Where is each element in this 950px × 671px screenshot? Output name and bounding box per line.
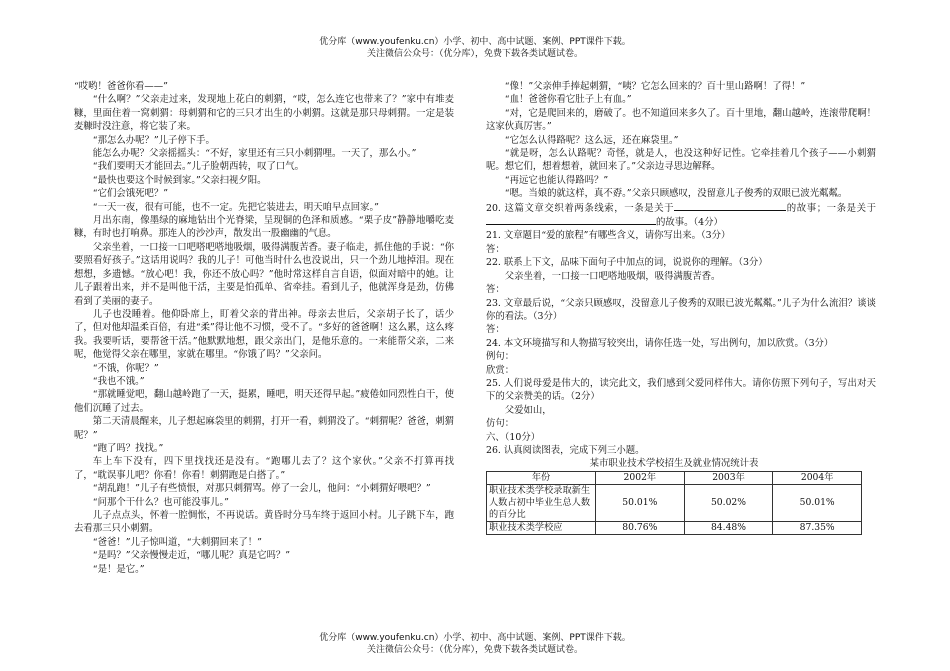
answer-label[interactable]: 答： (486, 284, 505, 296)
passage-paragraph: “它们会饿死吧？” (92, 188, 169, 200)
reading-passage-left-column (74, 80, 454, 576)
header-line-2: 关注微信公众号：（优分库），免费下载各类试题试卷。 (366, 49, 583, 59)
table-header-cell: 2002年 (596, 471, 685, 484)
table-cell: 84.48% (684, 521, 773, 534)
table-row (487, 484, 862, 521)
passage-paragraph: 父亲坐着，一口接一口吧嗒吧嗒地吸烟，吸得满腹苦香。妻子临走，抓住他的手说：“你要照看好孩子。”这话用说吗？我的儿子！可他当时什么也没说出，只一个劲儿地掉泪。现在想想，多遗憾。“放心吧！我，你还不放心吗？”他时常这样自言自语，似面对暗中的她。让儿子跟着出来，并不是叫他干活，主要是怕孤单、省牵挂。看到儿子，他就浑身是劲，仿佛看到了美丽的妻子。 (74, 241, 454, 307)
table-cell: 80.76% (596, 521, 685, 534)
passage-paragraph: “什么啊？”父亲走过来，发现地上花白的刺猬，“哎，怎么连它也带来了？”家中有堆麦糠，里面住着一窝刺猬：母刺猬和它的三只才出生的小刺猬。这就是那只母刺猬。一定是装麦糠时没注意，将它装了来。 (74, 94, 454, 133)
answer-label[interactable]: 答： (486, 324, 505, 336)
footer-banner (0, 632, 950, 656)
passage-paragraph: “不饿，你呢？” (92, 362, 159, 374)
question-23: 23. 文章最后说，“父亲只顾感叹，没留意儿子俊秀的双眼已波光粼粼。”儿子为什么流泪？谈谈你的看法。（3分） (486, 297, 876, 322)
passage-paragraph: “嗯。当娘的就这样，真不孬。”父亲只顾感叹，没留意儿子俊秀的双眼已波光粼粼。 (504, 188, 848, 200)
passage-paragraph: “我也不饿。” (92, 375, 145, 387)
passage-paragraph: “问那个干什么？也可能没事儿。” (92, 496, 229, 508)
footer-line-2: 关注微信公众号：（优分库），免费下载各类试题试卷。 (366, 645, 583, 655)
passage-paragraph: “哎哟！爸爸你看——” (74, 81, 168, 92)
table-cell: 50.02% (684, 484, 773, 521)
passage-paragraph: 车上车下没有，四下里找找还是没有。“跑哪儿去了？这个家伙。”父亲不打算再找了，“耽误事儿吧？你看！你看！刺猬跑是白搭了。” (74, 456, 454, 481)
passage-paragraph: “那怎么办呢？”儿子停下手。 (92, 134, 215, 146)
answer-label[interactable]: 答： (486, 243, 505, 255)
header-line-1: 优分库（www.youfenku.cn）小学、初中、高中试题、案例、PPT课件下载。 (319, 37, 631, 47)
passage-paragraph: “一天一夜，很有可能，也不一定。先把它装进去，明天咱早点回家。” (92, 201, 379, 213)
question-20-part-c: 的故事。（4分） (656, 217, 723, 229)
appreciation-label[interactable]: 欣赏： (486, 364, 515, 376)
passage-paragraph: “爸爸！”儿子惊叫道，“大刺猬回来了！” (92, 536, 262, 548)
passage-paragraph: “像！”父亲伸手捧起刺猬，“咦？它怎么回来的？百十里山路啊！了得！” (504, 81, 806, 92)
table-cell: 87.35% (773, 521, 862, 534)
question-22-quote: 父亲坐着，一口接一口吧嗒地吸烟，吸得满腹苦香。 (504, 270, 721, 282)
question-24: 24. 本文环境描写和人物描写较突出，请你任选一处，写出例句，加以欣赏。（3分） (486, 337, 834, 349)
passage-paragraph: “血！爸爸你看它肚子上有血。” (504, 94, 632, 106)
imitation-label[interactable]: 仿句： (486, 418, 515, 430)
table-row (487, 521, 862, 534)
passage-paragraph: “就是呀，怎么认路呢？奇怪，就是人，也没这种好记性。它牵挂着几个孩子——小刺猬呢。想它们，想着想着，就回来了。”父亲边寻思边解释。 (486, 148, 876, 173)
passage-paragraph: “它怎么认得路呢？这么远，还在麻袋里。” (504, 134, 679, 146)
table-header-cell: 年份 (487, 471, 596, 484)
question-20-part-a: 20. 这篇文章交织着两条线索，一条是关于 (486, 202, 675, 214)
passage-paragraph: “胡乱跑！”儿子有些愤恨，对那只刺猬骂。停了一会儿，他问：“小刺猬好喂吧？” (92, 483, 431, 495)
passage-paragraph: “跑了吗？找找。” (92, 442, 164, 454)
passage-paragraph: 月出东南，像墨绿的麻地钻出个光脊梁，呈现铜的色泽和质感。“栗子皮”静静地嚼吃麦糠，有时也打响鼻。那连人的沙沙声，散发出一股幽幽的气息。 (74, 215, 454, 240)
question-25-sample: 父爱如山， (504, 404, 552, 416)
table-row-label: 职业技术类学校应 (487, 521, 596, 534)
table-cell: 50.01% (596, 484, 685, 521)
table-row-label: 职业技术类学校录取新生人数占初中毕业生总人数的百分比 (487, 484, 596, 521)
passage-paragraph: 儿子点点头，怀着一腔惆怅，不再说话。黄昏时分马车终于返回小村。儿子跳下车，跑去看那三只小刺猬。 (74, 510, 454, 535)
section-six-heading: 六、（10分） (486, 431, 541, 443)
question-20-part-b: 的故事；一条是关于 (786, 202, 876, 214)
table-header-cell: 2004年 (773, 471, 862, 484)
passage-paragraph: 第二天清晨醒来，儿子想起麻袋里的刺猬，打开一看，刺猬没了。“刺猬呢？爸爸，刺猬呢？” (74, 416, 454, 441)
question-20 (486, 201, 876, 230)
question-25: 25. 人们说母爱是伟大的，读完此文，我们感到父爱同样伟大。请你仿照下列句子，写出对天下的父亲赞美的话。（2分） (486, 377, 876, 403)
question-22: 22. 联系上下文，品味下面句子中加点的词，说说你的理解。（3分） (486, 257, 768, 269)
passage-paragraph: 儿子也没睡着。他仰卧席上，盯着父亲的背出神。母亲去世后，父亲胡子长了，话少了，但对他却温柔百倍，有进“柔”得让他不习惯，受不了。“多好的爸爸啊！这么累，这么疼我。我要听话，要帮爸干活。”他默默地想，跟父亲出门，是他乐意的。一来能帮父亲，二来呢，他觉得父亲在哪里，家就在哪里。“你饿了吗？”父亲问。 (74, 308, 455, 361)
passage-paragraph: “是吗？”父亲慢慢走近，“哪儿呢？真是它吗？” (92, 550, 291, 562)
passage-paragraph: “是！是它。” (92, 563, 145, 575)
question-21: 21. 文章题目“爱的旅程”有哪些含义，请你写出来。（3分） (486, 230, 731, 242)
question-26: 26. 认真阅读图表，完成下列三小题。 (486, 444, 645, 456)
passage-paragraph: “对，它是爬回来的，磨破了。也不知道回来多久了。百十里地，翻山越岭，连滚带爬啊！这家伙真厉害。” (486, 107, 876, 133)
table-header-row (487, 471, 862, 484)
questions-right-column (486, 80, 876, 535)
statistics-table (486, 471, 862, 535)
passage-paragraph: “我们要明天才能回去。”儿子脸朝西转，叹了口气。 (92, 161, 304, 173)
table-cell: 50.01% (773, 484, 862, 521)
passage-paragraph: “再远它也能认得路吗？” (504, 174, 609, 186)
passage-paragraph: “最快也要这个时候到家。”父亲扫视夕阳。 (92, 174, 267, 186)
passage-paragraph: 能怎么办呢？父亲摇摇头：“不好，家里还有三只小刺猬哩。一天了，那么小。” (92, 148, 417, 160)
answer-blank[interactable] (486, 215, 656, 225)
example-sentence-label[interactable]: 例句： (486, 351, 515, 363)
answer-blank[interactable] (674, 201, 786, 211)
table-caption: 某市职业技术学校招生及就业情况统计表 (589, 458, 759, 470)
table-header-cell: 2003年 (684, 471, 773, 484)
footer-line-1: 优分库（www.youfenku.cn）小学、初中、高中试题、案例、PPT课件下载。 (319, 633, 631, 643)
header-banner (0, 36, 950, 60)
passage-paragraph: “那就睡觉吧，翻山越岭跑了一天，挺累，睡吧，明天还得早起。”疲倦如同烈性白干，使他们沉睡了过去。 (74, 389, 454, 414)
